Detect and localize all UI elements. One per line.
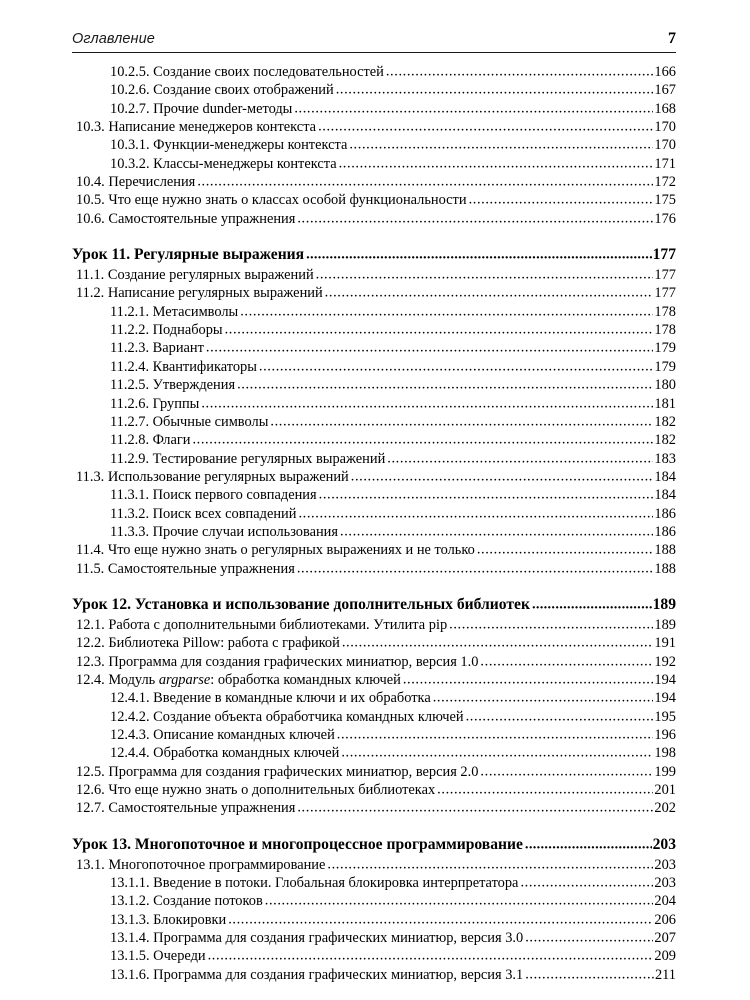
toc-entry[interactable] — [72, 781, 676, 799]
toc-entry-label: 11.2.5. Утверждения — [110, 377, 236, 394]
toc-entry-label: 13.1.6. Программа для создания графических миниатюр, версия 3.1 — [110, 966, 524, 983]
toc-leader-dots — [480, 652, 653, 670]
toc-entry-page-number: 189 — [654, 616, 676, 633]
running-head-rule — [72, 52, 676, 53]
toc-leader-dots — [318, 118, 653, 136]
toc-entry-label: 11.3.1. Поиск первого совпадения — [110, 487, 317, 504]
toc-entry-label: 13.1.5. Очереди — [110, 948, 206, 965]
toc-entry-page-number: 211 — [654, 966, 676, 983]
toc-entry-label: 11.3.3. Прочие случаи использования — [110, 523, 339, 540]
toc-entry-label: 10.6. Самостоятельные упражнения — [76, 210, 296, 227]
toc-entry-page-number: 204 — [654, 893, 676, 910]
toc-entry-label: 13.1.3. Блокировки — [110, 911, 227, 928]
toc-leader-dots — [298, 504, 653, 522]
toc-entry-page-number: 186 — [654, 523, 676, 540]
toc-entry-label: Урок 12. Установка и использование дополнительных библиотек — [72, 595, 530, 613]
toc-entry-label: Урок 13. Многопоточное и многопроцессное программирование — [72, 835, 523, 853]
toc-lesson-entry[interactable] — [72, 245, 676, 265]
toc-entry-page-number: 202 — [654, 800, 676, 817]
toc-entry-label: 11.2.9. Тестирование регулярных выражений — [110, 450, 386, 467]
toc-entry-page-number: 206 — [654, 911, 676, 928]
toc-entry-label: 10.2.7. Прочие dunder-методы — [110, 100, 293, 117]
running-head — [72, 30, 676, 48]
toc-entry[interactable] — [72, 689, 676, 707]
toc-entry[interactable] — [72, 616, 676, 634]
running-head-title: Оглавление — [72, 31, 155, 47]
toc-leader-dots — [265, 892, 654, 910]
toc-leader-dots — [525, 929, 653, 947]
toc-leader-dots — [327, 855, 653, 873]
toc-entry-page-number: 203 — [654, 875, 676, 892]
toc-entry[interactable] — [72, 744, 676, 762]
toc-entry-page-number: 168 — [654, 100, 676, 117]
toc-entry[interactable] — [72, 911, 676, 929]
toc-entry-page-number: 194 — [654, 690, 676, 707]
toc-entry[interactable] — [72, 541, 676, 559]
toc-entry-page-number: 188 — [654, 560, 676, 577]
toc-entry[interactable] — [72, 560, 676, 578]
toc-leader-dots — [520, 874, 653, 892]
toc-entry[interactable] — [72, 155, 676, 173]
toc-entry-page-number: 209 — [654, 948, 676, 965]
toc-entry[interactable] — [72, 339, 676, 357]
toc-entry-page-number: 170 — [654, 137, 676, 154]
toc-entry-page-number: 199 — [654, 763, 676, 780]
toc-entry-label: 10.3. Написание менеджеров контекста — [76, 119, 317, 136]
toc-entry-page-number: 167 — [654, 82, 676, 99]
toc-entry-label: 11.2.8. Флаги — [110, 432, 191, 449]
toc-leader-dots — [201, 394, 653, 412]
toc-leader-dots — [387, 449, 653, 467]
toc-entry[interactable] — [72, 173, 676, 191]
toc-leader-dots — [342, 634, 654, 652]
toc-entry[interactable] — [72, 634, 676, 652]
toc-entry[interactable] — [72, 523, 676, 541]
toc-entry-page-number: 183 — [654, 450, 676, 467]
toc-leader-dots — [325, 284, 654, 302]
toc-leader-dots — [341, 744, 653, 762]
toc-entry-label: 10.2.5. Создание своих последовательностей — [110, 64, 384, 80]
toc-entry-page-number: 198 — [654, 745, 676, 762]
toc-leader-dots — [192, 431, 653, 449]
toc-entry[interactable] — [72, 266, 676, 284]
toc-entry[interactable] — [72, 413, 676, 431]
toc-entry-label: 10.5. Что еще нужно знать о классах особой функциональности — [76, 192, 467, 209]
toc-entry-label: 12.4.3. Описание командных ключей — [110, 727, 335, 743]
toc-entry-label: 12.4. Модуль argparse: обработка командных ключей — [76, 671, 401, 688]
toc-entry-page-number: 207 — [654, 930, 676, 947]
toc-entry-label: 13.1.1. Введение в потоки. Глобальная блокировка интерпретатора — [110, 875, 519, 892]
toc-entry-page-number: 186 — [654, 505, 676, 522]
toc-entry-page-number: 177 — [654, 285, 676, 302]
toc-entry-label: 12.2. Библиотека Pillow: работа с графикой — [76, 635, 340, 652]
toc-entry[interactable] — [72, 874, 676, 892]
toc-entry-label: 11.3. Использование регулярных выражений — [76, 468, 349, 485]
toc-entry-page-number: 171 — [654, 155, 676, 172]
toc-entry-label: 12.5. Программа для создания графических миниатюр, версия 2.0 — [76, 763, 479, 780]
toc-leader-dots — [294, 99, 653, 117]
toc-entry[interactable] — [72, 708, 676, 726]
toc-entry-label: 12.7. Самостоятельные упражнения — [76, 800, 296, 817]
toc-entry-page-number: 177 — [654, 267, 676, 284]
toc-lesson-entry[interactable] — [72, 835, 676, 855]
toc-entry[interactable] — [72, 100, 676, 118]
toc-leader-dots — [316, 266, 654, 284]
toc-entry-page-number: 189 — [652, 595, 676, 613]
toc-entry[interactable] — [72, 856, 676, 874]
toc-entry-page-number: 182 — [654, 413, 676, 430]
toc-entry-page-number: 192 — [654, 653, 676, 670]
toc-entry-page-number: 203 — [654, 856, 676, 873]
toc-entry-label: Урок 11. Регулярные выражения — [72, 246, 305, 264]
toc-entry[interactable] — [72, 763, 676, 781]
toc-entry-page-number: 175 — [654, 192, 676, 209]
toc-entry[interactable] — [72, 136, 676, 154]
toc-entry-label: 12.4.1. Введение в командные ключи и их обработка — [110, 690, 431, 707]
toc-entry[interactable] — [72, 358, 676, 376]
toc-leader-dots — [403, 670, 654, 688]
toc-leader-dots — [386, 63, 654, 81]
toc-leader-dots — [336, 81, 654, 99]
toc-entry-label: 10.3.2. Классы-менеджеры контекста — [110, 155, 337, 172]
toc-leader-dots — [340, 522, 653, 540]
toc-entry[interactable] — [72, 450, 676, 468]
toc-entry[interactable] — [72, 303, 676, 321]
toc-entry-page-number: 184 — [654, 487, 676, 504]
toc-entry-label: 11.4. Что еще нужно знать о регулярных выражениях и не только — [76, 542, 475, 559]
toc-entry-page-number: 201 — [654, 782, 676, 799]
toc-entry-label: 12.1. Работа с дополнительными библиотеками. Утилита pip — [76, 616, 448, 633]
toc-entry-page-number: 195 — [654, 708, 676, 725]
toc-leader-dots — [477, 541, 654, 559]
toc-lesson-entry[interactable] — [72, 595, 676, 615]
toc-entry[interactable] — [72, 486, 676, 504]
toc-entry[interactable] — [72, 431, 676, 449]
toc-entry[interactable] — [72, 395, 676, 413]
toc-entry-label: 11.2.7. Обычные символы — [110, 413, 269, 430]
toc-entry[interactable] — [72, 929, 676, 947]
toc-entry-label: 10.4. Перечисления — [76, 174, 196, 191]
toc-entry[interactable] — [72, 284, 676, 302]
toc-entry[interactable] — [72, 505, 676, 523]
toc-entry[interactable] — [72, 671, 676, 689]
toc-leader-dots — [433, 689, 654, 707]
toc-leader-dots — [337, 726, 654, 744]
toc-entry[interactable] — [72, 653, 676, 671]
toc-entry-label: 12.4.2. Создание объекта обработчика командных ключей — [110, 708, 464, 725]
toc-leader-dots — [270, 412, 653, 430]
toc-leader-dots — [525, 965, 654, 983]
toc-entry[interactable] — [72, 63, 676, 81]
toc-leader-dots — [306, 245, 652, 265]
toc-entry-label: 11.3.2. Поиск всех совпадений — [110, 505, 297, 522]
page-folio-number: 7 — [668, 30, 676, 47]
toc-entry-page-number: 196 — [654, 727, 676, 743]
toc-leader-dots — [532, 594, 652, 614]
toc-leader-dots — [237, 376, 653, 394]
toc-entry[interactable] — [72, 118, 676, 136]
toc-leader-dots — [469, 191, 654, 209]
toc-entry-page-number: 180 — [654, 377, 676, 394]
toc-leader-dots — [525, 834, 652, 854]
toc-entry-label: 11.1. Создание регулярных выражений — [76, 267, 314, 284]
toc-leader-dots — [351, 467, 654, 485]
toc-entry-label: 11.2.4. Квантификаторы — [110, 358, 257, 375]
table-of-contents — [72, 63, 676, 984]
toc-entry[interactable] — [72, 947, 676, 965]
toc-leader-dots — [259, 357, 654, 375]
toc-leader-dots — [297, 559, 654, 577]
toc-entry-label-emphasis: argparse — [158, 671, 211, 688]
toc-leader-dots — [437, 781, 653, 799]
toc-entry-label: 11.2.3. Вариант — [110, 340, 204, 357]
toc-entry[interactable] — [72, 210, 676, 228]
toc-entry-page-number: 182 — [654, 432, 676, 449]
toc-entry-label: 11.2.1. Метасимволы — [110, 303, 239, 320]
toc-entry[interactable] — [72, 321, 676, 339]
toc-entry-page-number: 170 — [654, 119, 676, 136]
toc-leader-dots — [208, 947, 654, 965]
toc-entry-page-number: 188 — [654, 542, 676, 559]
toc-entry-page-number: 172 — [654, 174, 676, 191]
toc-entry-page-number: 181 — [654, 395, 676, 412]
toc-leader-dots — [480, 762, 653, 780]
toc-entry[interactable] — [72, 468, 676, 486]
toc-leader-dots — [240, 302, 653, 320]
toc-entry-label: 11.2. Написание регулярных выражений — [76, 285, 323, 302]
toc-entry-label: 12.4.4. Обработка командных ключей — [110, 745, 340, 762]
toc-entry-page-number: 176 — [654, 210, 676, 227]
toc-entry[interactable] — [72, 966, 676, 984]
toc-leader-dots — [319, 486, 654, 504]
toc-entry-page-number: 184 — [654, 468, 676, 485]
toc-entry-label: 10.3.1. Функции-менеджеры контекста — [110, 137, 348, 154]
toc-entry[interactable] — [72, 726, 676, 744]
toc-entry-page-number: 179 — [654, 340, 676, 357]
toc-leader-dots — [206, 339, 654, 357]
toc-entry-page-number: 178 — [654, 303, 676, 320]
toc-entry-page-number: 178 — [654, 322, 676, 339]
toc-leader-dots — [349, 136, 653, 154]
toc-leader-dots — [228, 910, 653, 928]
toc-leader-dots — [225, 321, 654, 339]
toc-entry-label: 13.1.2. Создание потоков — [110, 893, 263, 910]
toc-entry[interactable] — [72, 799, 676, 817]
toc-leader-dots — [449, 615, 653, 633]
toc-entry[interactable] — [72, 81, 676, 99]
toc-entry-page-number: 191 — [654, 635, 676, 652]
toc-entry[interactable] — [72, 191, 676, 209]
toc-leader-dots — [297, 209, 653, 227]
toc-entry-page-number: 194 — [654, 671, 676, 688]
toc-entry-label: 12.6. Что еще нужно знать о дополнительных библиотеках — [76, 782, 436, 799]
toc-entry-label: 13.1. Многопоточное программирование — [76, 856, 326, 873]
toc-entry-page-number: 203 — [652, 835, 676, 853]
toc-entry[interactable] — [72, 376, 676, 394]
toc-leader-dots — [339, 154, 654, 172]
toc-entry-page-number: 177 — [652, 246, 676, 264]
toc-entry-label: 13.1.4. Программа для создания графических миниатюр, версия 3.0 — [110, 930, 524, 947]
toc-entry-page-number: 166 — [654, 64, 676, 80]
toc-entry-label: 11.5. Самостоятельные упражнения — [76, 560, 295, 577]
toc-entry-label: 11.2.2. Поднаборы — [110, 322, 223, 339]
toc-leader-dots — [466, 707, 654, 725]
toc-entry[interactable] — [72, 892, 676, 910]
toc-leader-dots — [297, 799, 653, 817]
toc-entry-page-number: 179 — [654, 358, 676, 375]
toc-entry-label: 11.2.6. Группы — [110, 395, 200, 412]
toc-entry-label: 12.3. Программа для создания графических миниатюр, версия 1.0 — [76, 653, 479, 670]
toc-leader-dots — [197, 173, 653, 191]
toc-entry-label: 10.2.6. Создание своих отображений — [110, 82, 334, 99]
